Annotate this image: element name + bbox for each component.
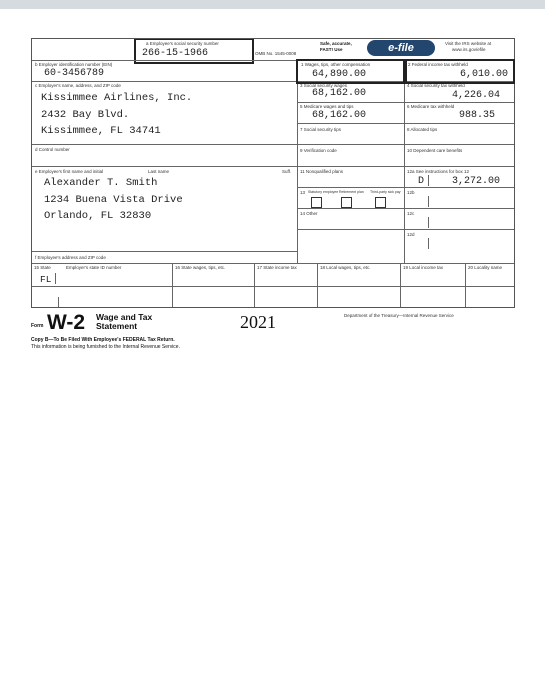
box-5-value: 68,162.00 — [312, 110, 367, 121]
state-value: FL — [40, 274, 52, 285]
box-12b-label: 12b — [407, 190, 415, 195]
employee-street: 1234 Buena Vista Drive — [44, 194, 183, 206]
form-title-line-2: Statement — [96, 321, 138, 331]
box-11-label: 11 Nonqualified plans — [300, 169, 343, 174]
third-party-sick-pay-checkbox[interactable] — [375, 197, 386, 208]
box-10-label: 10 Dependent care benefits — [407, 148, 463, 153]
employee-name: Alexander T. Smith — [44, 177, 158, 189]
box-7-label: 7 Social security tips — [300, 127, 342, 132]
w2-form — [31, 38, 515, 308]
box-4-value: 4,226.04 — [452, 90, 501, 101]
box-12a-value: 3,272.00 — [452, 176, 501, 187]
box-1-value: 64,890.00 — [312, 69, 367, 80]
box-b-label: b Employer identification number (EIN) — [35, 62, 113, 67]
box-8-label: 8 Allocated tips — [407, 127, 438, 132]
ssn-label: a Employee's social security number — [146, 41, 219, 46]
box-2 — [403, 59, 515, 84]
box-1-label: 1 Wages, tips, other compensation — [301, 62, 371, 67]
box-12d-label: 12d — [407, 232, 415, 237]
efile-logo: e-file — [367, 40, 435, 56]
form-code: W-2 — [47, 311, 86, 334]
box-2-value: 6,010.00 — [460, 69, 509, 80]
tax-year: 2021 — [240, 312, 276, 332]
employer-city: Kissimmee, FL 34741 — [41, 125, 161, 137]
box-18-label: 18 Local wages, tips, etc. — [320, 265, 371, 270]
box-e-last-name-label: Last name — [148, 169, 170, 174]
box-3-value: 68,162.00 — [312, 88, 367, 99]
box-c-label: c Employer's name, address, and ZIP code — [35, 83, 121, 88]
form-word: Form — [31, 323, 44, 329]
ssn-value: 266-15-1966 — [142, 48, 209, 59]
box-14-label: 14 Other — [300, 211, 318, 216]
box-4-label: 4 Social security tax withheld — [407, 83, 465, 88]
box-d-label: d Control number — [35, 147, 70, 152]
box-6-label: 6 Medicare tax withheld — [407, 104, 455, 109]
retirement-plan-checkbox[interactable] — [341, 197, 352, 208]
top-gray-bar — [0, 0, 545, 9]
box-19-label: 19 Local income tax — [403, 265, 444, 270]
ein-value: 60-3456789 — [44, 68, 105, 79]
safe-line-1: Safe, accurate, — [320, 41, 352, 46]
box-20-label: 20 Locality name — [468, 265, 503, 270]
employee-city: Orlando, FL 32830 — [44, 210, 152, 222]
box-15-id-label: Employer's state ID number — [66, 265, 122, 270]
box-13-statutory-label: Statutory employee — [308, 190, 339, 194]
irs-site-line-1: Visit the IRS website at — [445, 41, 492, 46]
irs-site-line-2: www.irs.gov/efile — [452, 47, 486, 52]
box-e-label: e Employee's first name and initial — [35, 169, 104, 174]
copy-b-line: Copy B—To Be Filed With Employee's FEDERAL Tax Return. — [31, 337, 175, 343]
department-line: Department of the Treasury—Internal Revenue Service — [344, 313, 454, 318]
box-13-label: 13 — [300, 190, 306, 195]
box-17-label: 17 State income tax — [257, 265, 297, 270]
box-12a-label: 12a See instructions for box 12 — [407, 169, 470, 174]
box-1 — [296, 59, 407, 84]
box-16-label: 16 State wages, tips, etc. — [175, 265, 226, 270]
employer-name: Kissimmee Airlines, Inc. — [41, 92, 193, 104]
omb-number: OMB No. 1545-0008 — [255, 51, 297, 56]
info-line: This information is being furnished to the Internal Revenue Service. — [31, 344, 180, 350]
box-3-label: 3 Social security wages — [300, 83, 348, 88]
box-15-label: 15 State — [34, 265, 51, 270]
safe-line-2: FAST! Use — [320, 47, 343, 52]
box-12a-code: D — [418, 176, 425, 187]
box-13-thirdparty-label: Third-party sick pay — [370, 190, 401, 194]
box-e-suffix-label: Suff. — [282, 169, 292, 174]
box-f-label: f Employee's address and ZIP code — [35, 255, 106, 260]
box-13-retirement-label: Retirement plan — [339, 190, 364, 194]
box-6-value: 988.35 — [459, 110, 496, 121]
box-2-label: 2 Federal income tax withheld — [408, 62, 468, 67]
box-12c-label: 12c — [407, 211, 415, 216]
employer-street: 2432 Bay Blvd. — [41, 109, 130, 121]
form-title-line-1: Wage and Tax — [96, 312, 153, 322]
box-9-label: 9 Verification code — [300, 148, 337, 153]
statutory-employee-checkbox[interactable] — [311, 197, 322, 208]
box-5-label: 5 Medicare wages and tips — [300, 104, 354, 109]
